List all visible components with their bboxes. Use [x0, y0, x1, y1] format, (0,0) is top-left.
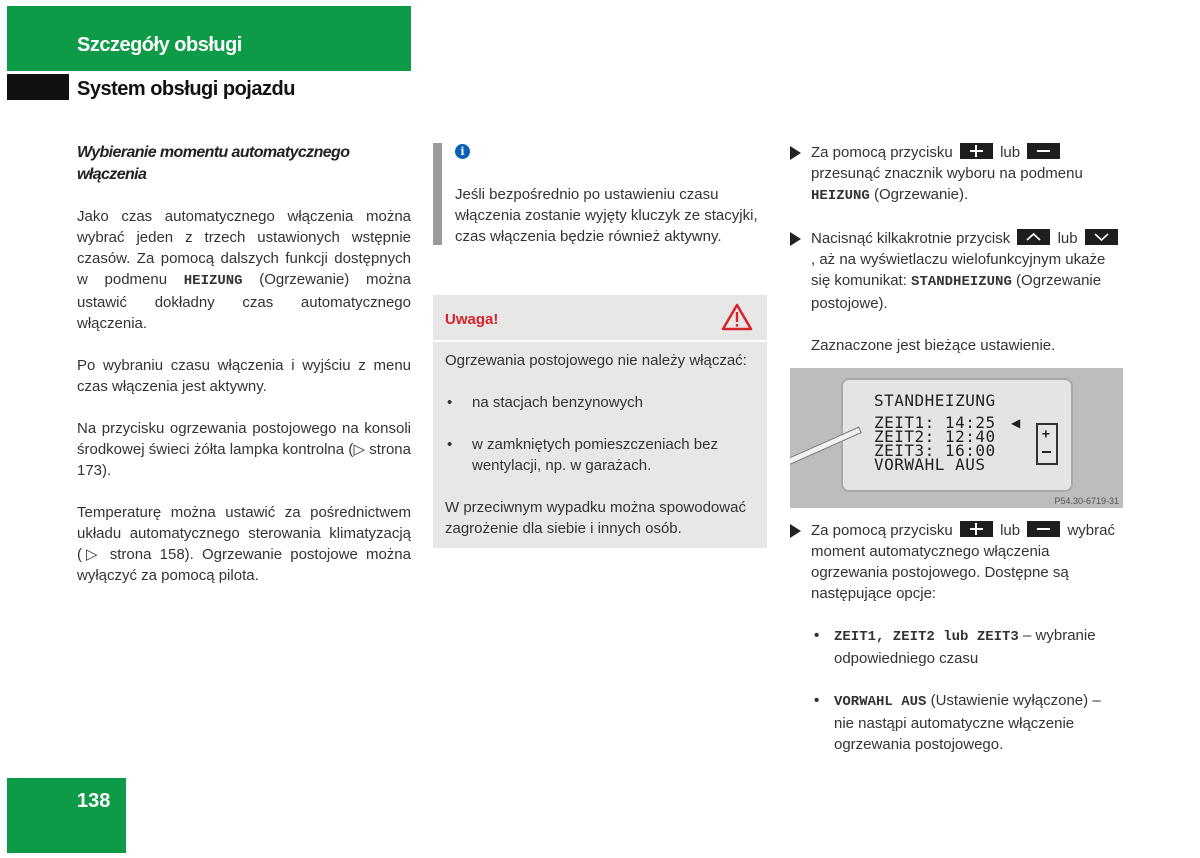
- page-number-box: [7, 778, 126, 853]
- minus-key-icon: [1027, 143, 1060, 159]
- paragraph-4: Temperaturę można ustawić za pośrednictwem układu automatycznego sterowania klimatyzacją (▷ strona 158). Ogrzewanie postojowe można wyłączyć za pomocą pilota.: [77, 504, 411, 584]
- arrow-right-icon: [790, 146, 801, 160]
- info-icon: i: [455, 144, 470, 159]
- page-number: 138: [77, 790, 111, 812]
- info-bar: [433, 143, 442, 245]
- warning-triangle-icon: [721, 303, 753, 331]
- subsection-title: System obsługi pojazdu: [77, 78, 295, 100]
- list-item: • na stacjach benzynowych: [445, 392, 761, 413]
- plus-key-icon: [960, 521, 993, 537]
- down-key-icon: [1085, 229, 1118, 245]
- arrow-right-icon: [790, 232, 801, 246]
- left-column: [77, 142, 411, 607]
- current-setting-note: Zaznaczone jest bieżące ustawienie.: [811, 337, 1056, 354]
- paragraph-1: Jako czas automatycznego włączenia można wybrać jeden z trzech ustawionych wstępnie czasów. Za pomocą dalszych funkcji dostępnych w podmenu HEIZUNG (Ogrzewanie) można ustawić dokładny czas automatycznego włączenia.: [77, 208, 412, 332]
- subsection-marker: [7, 74, 69, 100]
- image-code: P54.30-6719-31: [1054, 496, 1119, 506]
- section-header-bar: [7, 6, 411, 71]
- warning-title: Uwaga!: [445, 311, 499, 328]
- section-title: Szczegóły obsługi: [77, 34, 242, 56]
- selection-marker-icon: ◀: [1011, 416, 1021, 430]
- menu-code: HEIZUNG: [811, 188, 870, 204]
- lcd-text: STANDHEIZUNG ZEIT1: 14:25 ZEIT2: 12:40 ZEIT3: 16:00 VORWAHL AUS: [874, 391, 996, 474]
- warning-intro: Ogrzewania postojowego nie należy włączać:: [445, 352, 747, 369]
- step-3: Za pomocą przycisku lub wybrać moment automatycznego włączenia ogrzewania postojowego. Dostępne są następujące opcje:: [790, 520, 1124, 604]
- level-bar: +: [1036, 423, 1058, 465]
- display-image: [790, 368, 1123, 508]
- right-column: [790, 142, 1124, 356]
- arrow-right-icon: [790, 524, 801, 538]
- list-item: • ZEIT1, ZEIT2 lub ZEIT3 – wybranie odpowiedniego czasu: [812, 625, 1124, 669]
- step-2: Nacisnąć kilkakrotnie przycisk lub , aż na wyświetlaczu wielofunkcyjnym ukaże się komunikat: STANDHEIZUNG (Ogrzewanie postojowe).: [790, 228, 1124, 314]
- list-item: • w zamkniętych pomieszczeniach bez wentylacji, np. w garażach.: [445, 434, 761, 476]
- up-key-icon: [1017, 229, 1050, 245]
- menu-code: STANDHEIZUNG: [911, 274, 1012, 290]
- warning-list: [445, 392, 761, 476]
- warning-box: [433, 295, 767, 548]
- option-list: [812, 625, 1124, 755]
- column-heading: Wybieranie momentu automatycznego włączenia: [77, 144, 350, 183]
- plus-key-icon: [960, 143, 993, 159]
- warning-outro: W przeciwnym wypadku można spowodować zagrożenie dla siebie i innych osób.: [445, 499, 746, 537]
- step-1: Za pomocą przycisku lub przesunąć znacznik wyboru na podmenu HEIZUNG (Ogrzewanie).: [790, 142, 1124, 207]
- warning-body: [445, 350, 761, 560]
- warning-divider: [433, 340, 767, 342]
- paragraph-3: Na przycisku ogrzewania postojowego na konsoli środkowej świeci żółta lampka kontrolna (▷ strona 173).: [77, 420, 411, 479]
- minus-key-icon: [1027, 521, 1060, 537]
- paragraph-2: Po wybraniu czasu włączenia i wyjściu z menu czas włączenia jest aktywny.: [77, 357, 411, 395]
- list-item: • VORWAHL AUS (Ustawienie wyłączone) – nie nastąpi automatyczne włączenie ogrzewania postojowego.: [812, 690, 1124, 755]
- right-column-lower: [790, 520, 1124, 776]
- info-text: Jeśli bezpośrednio po ustawieniu czasu włączenia zostanie wyjęty kluczyk ze stacyjki, czas włączenia będzie również aktywny.: [455, 186, 758, 245]
- menu-code: HEIZUNG: [183, 273, 243, 289]
